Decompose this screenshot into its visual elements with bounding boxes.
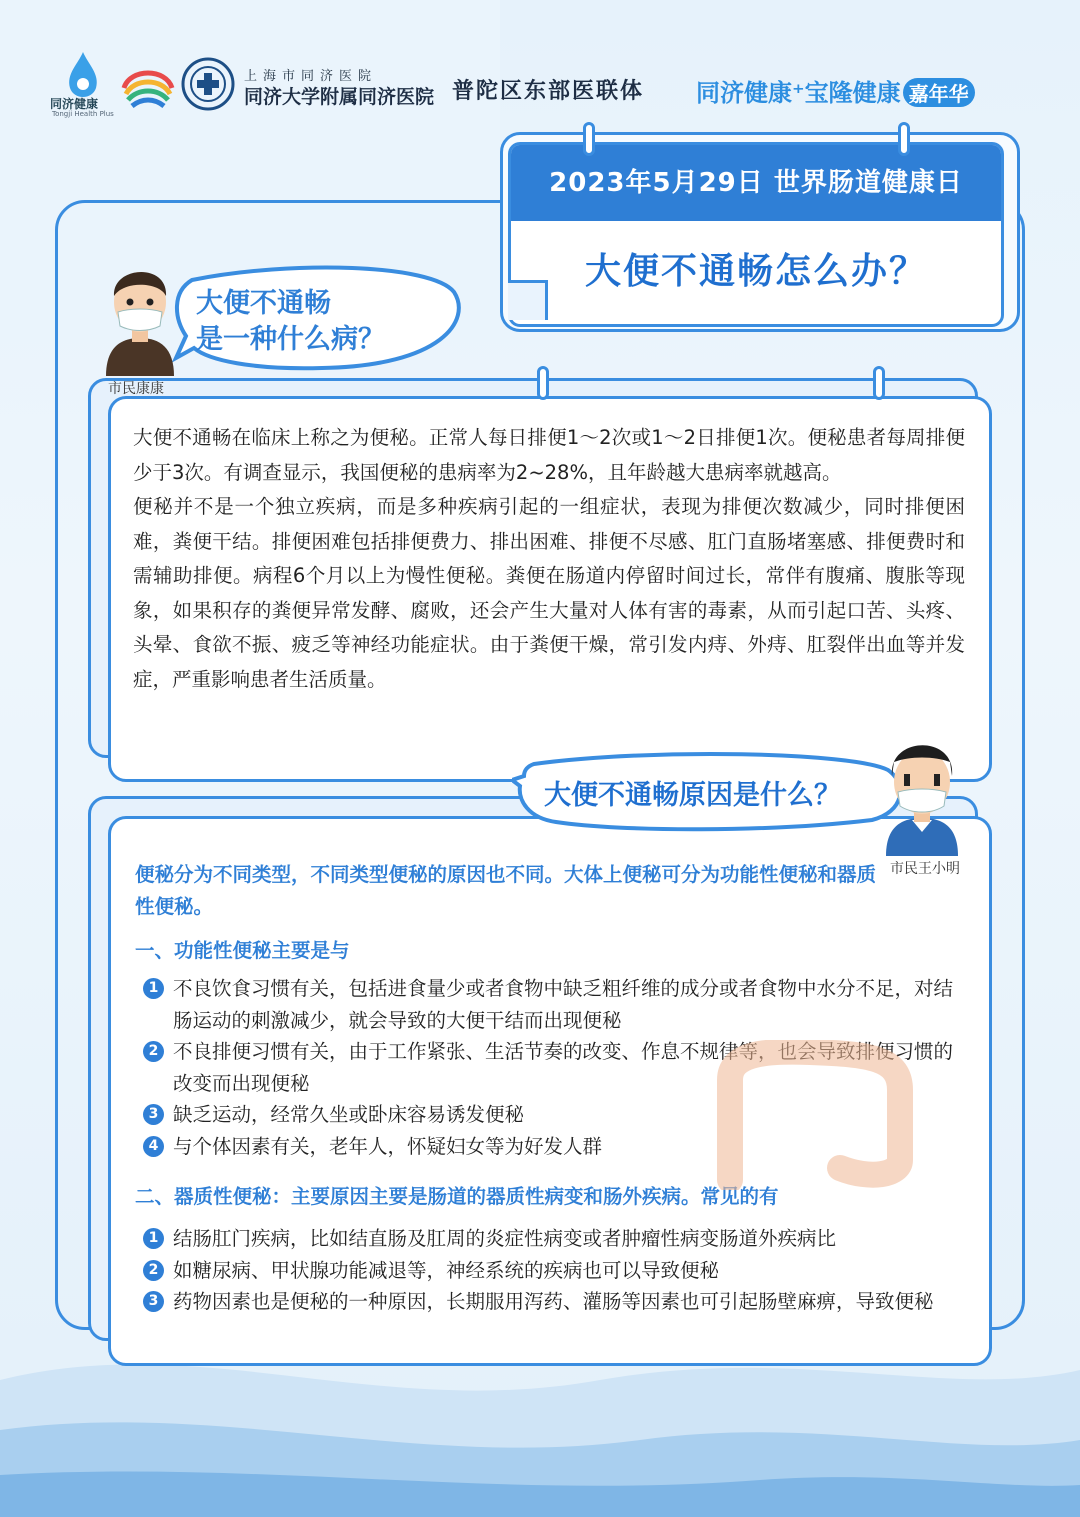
page-title: 大便不通畅怎么办？	[584, 251, 927, 292]
list-item	[139, 1286, 969, 1318]
speaker-caption: 市民康康	[108, 381, 164, 397]
functional-heading: 一、功能性便秘主要是与	[135, 939, 350, 962]
list-item-text: 不良饮食习惯有关，包括进食量少或者食物中缺乏粗纤维的成分或者食物中水分不足，对结肠运动的刺激减少，就会导致的大便干结而出现便秘	[173, 977, 954, 1032]
section2-intro: 便秘分为不同类型，不同类型便秘的原因也不同。大体上便秘可分为功能性便秘和器质性便秘。	[135, 863, 877, 918]
rainbow-swirl-logo-icon	[118, 58, 178, 118]
title-card-fold	[508, 280, 548, 320]
number-badge-icon: 1	[143, 1228, 164, 1249]
hospital-seal-logo-icon	[180, 56, 236, 112]
binder-ring-icon	[537, 366, 549, 400]
binder-ring-icon	[898, 122, 910, 156]
number-badge-icon: 3	[143, 1291, 164, 1312]
brand-slogan-main: 同济健康⁺宝隆健康	[696, 79, 901, 107]
alliance-name: 普陀区东部医联体	[452, 78, 645, 104]
list-item	[139, 1255, 969, 1287]
citizen-wangxiaoming-avatar-icon	[880, 726, 964, 856]
title-card	[508, 142, 1004, 327]
section1-question	[196, 286, 385, 358]
section1-paragraph: 便秘并不是一个独立疾病，而是多种疾病引起的一组症状，表现为排便次数减少，同时排便困难，粪便干结。排便困难包括排便费力、排出困难、排便不尽感、肛门直肠堵塞感、排便费时和需辅助排便。病程6个月以上为慢性便秘。粪便在肠道内停留时间过长，常伴有腹痛、腹胀等现象，如果积存的粪便异常发酵、腐败，还会产生大量对人体有害的毒素，从而引起口苦、头疼、头晕、食欲不振、疲乏等神经功能症状。由于粪便干燥，常引发内痔、外痔、肛裂伴出血等并发症，严重影响患者生活质量。	[133, 495, 965, 691]
binder-ring-icon	[583, 122, 595, 156]
list-item-text: 缺乏运动，经常久坐或卧床容易诱发便秘	[173, 1103, 525, 1126]
list-item	[139, 1223, 969, 1255]
logo-brand-text: 同济健康	[50, 97, 99, 111]
section1-card	[108, 396, 992, 782]
hospital-name-line2: 同济大学附属同济医院	[244, 86, 435, 108]
hospital-name-line1: 上海市同济医院	[244, 69, 378, 84]
organic-heading: 二、器质性便秘：主要原因主要是肠道的器质性病变和肠外疾病。常见的有	[135, 1185, 779, 1208]
section1-question-line2: 是一种什么病？	[196, 324, 385, 355]
list-item-text: 与个体因素有关，老年人，怀疑妇女等为好发人群	[173, 1134, 603, 1158]
section2-question: 大便不通畅原因是什么？	[544, 780, 841, 811]
list-item	[139, 973, 969, 1036]
list-item-text: 如糖尿病、甲状腺功能减退等，神经系统的疾病也可以导致便秘	[173, 1258, 720, 1282]
list-item-text: 药物因素也是便秘的一种原因，长期服用泻药、灌肠等因素也可引起肠壁麻痹，导致便秘	[173, 1290, 934, 1313]
speaker-caption: 市民王小明	[890, 861, 960, 877]
number-badge-icon: 2	[143, 1260, 164, 1281]
section1-question-line1: 大便不通畅	[196, 288, 331, 319]
list-item-text: 不良排便习惯有关，由于工作紧张、生活节奏的改变、作息不规律等，也会导致排便习惯的改变而出现便秘	[173, 1040, 954, 1095]
number-badge-icon: 3	[143, 1104, 164, 1125]
brand-slogan-tag: 嘉年华	[903, 78, 975, 107]
section1-paragraph: 大便不通畅在临床上称之为便秘。正常人每日排便1～2次或1～2日排便1次。便秘患者每周排便少于3次。有调查显示，我国便秘的患病率为2~28%，且年龄越大患病率就越高。	[133, 426, 965, 484]
number-badge-icon: 1	[143, 978, 164, 999]
number-badge-icon: 2	[143, 1041, 164, 1062]
colon-illustration-icon	[700, 1040, 930, 1190]
organic-list	[139, 1223, 969, 1318]
brand-slogan	[696, 73, 975, 108]
header-bar	[0, 40, 1080, 130]
logo-brand-subtext: Tongji Health Plus	[52, 110, 114, 118]
citizen-kangkang-avatar-icon	[100, 252, 180, 376]
number-badge-icon: 4	[143, 1136, 164, 1157]
binder-ring-icon	[873, 366, 885, 400]
list-item-text: 结肠肛门疾病，比如结直肠及肛周的炎症性病变或者肿瘤性病变肠道外疾病比	[173, 1227, 837, 1250]
title-banner: 2023年5月29日 世界肠道健康日	[511, 145, 1001, 221]
